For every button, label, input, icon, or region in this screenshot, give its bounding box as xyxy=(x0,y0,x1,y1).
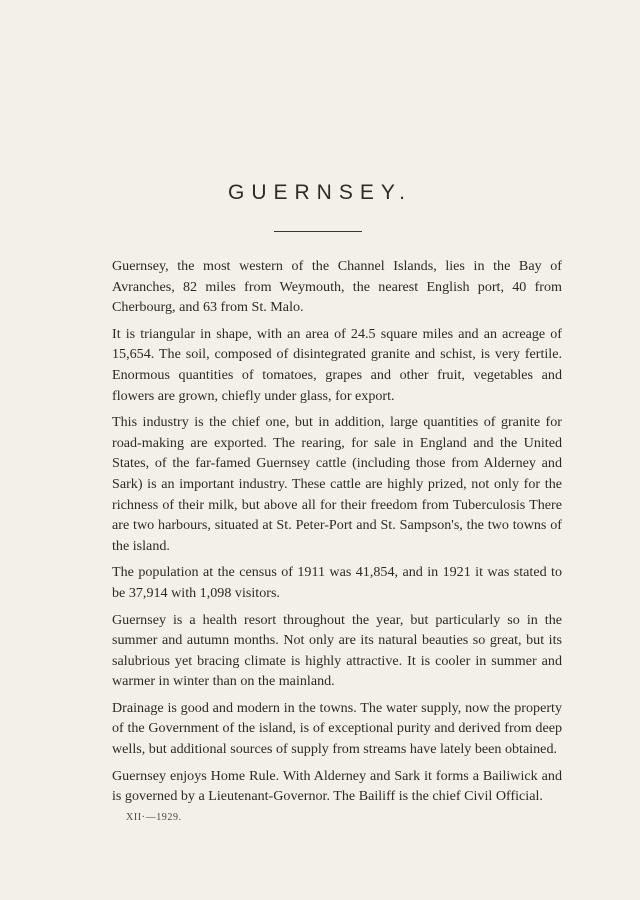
paragraph-2: It is triangular in shape, with an area of 24.5 square miles and an acreage of 15,654. The soil, composed of disintegrated granite and schist, is very fertile. Enormous quantities of tomatoes, grapes and other fruit, vegetables and flowers are grown, chiefly under glass, for export. xyxy=(112,325,562,404)
page-footer: XII·—1929. xyxy=(126,812,182,823)
title-divider xyxy=(274,231,362,232)
paragraph-6: Drainage is good and modern in the towns. The water supply, now the property of the Government of the island, is of exceptional purity and derived from deep wells, but additional sources of supply from streams have lately been obtained. xyxy=(112,699,562,758)
paragraph-5: Guernsey is a health resort throughout the year, but particularly so in the summer and autumn months. Not only are its natural beauties so great, but its salubrious yet bracing climate is highly attractive. It is cooler in summer and warmer in winter than on the mainland. xyxy=(112,611,562,690)
paragraph-7: Guernsey enjoys Home Rule. With Alderney and Sark it forms a Bailiwick and is governed by a Lieutenant-Governor. The Bailiff is the chief Civil Official. xyxy=(112,767,562,805)
body-text xyxy=(112,256,562,813)
paragraph-1: Guernsey, the most western of the Channel Islands, lies in the Bay of Avranches, 82 miles from Weymouth, the nearest English port, 40 from Cherbourg, and 63 from St. Malo. xyxy=(112,258,562,316)
paragraph-3: This industry is the chief one, but in addition, large quantities of granite for road-making are exported. The rearing, for sale in England and the United States, of the far-famed Guernsey cattle (including those from Alderney and Sark) is an important industry. These cattle are highly prized, not only for the richness of their milk, but above all for their freedom from Tuberculosis There are two harbours, situated at St. Peter-Port and St. Sampson's, the two towns of the island. xyxy=(112,414,562,554)
page-title: GUERNSEY. xyxy=(228,181,412,204)
paragraph-4: The population at the census of 1911 was 41,854, and in 1921 it was stated to be 37,914 with 1,098 visitors. xyxy=(112,564,562,601)
